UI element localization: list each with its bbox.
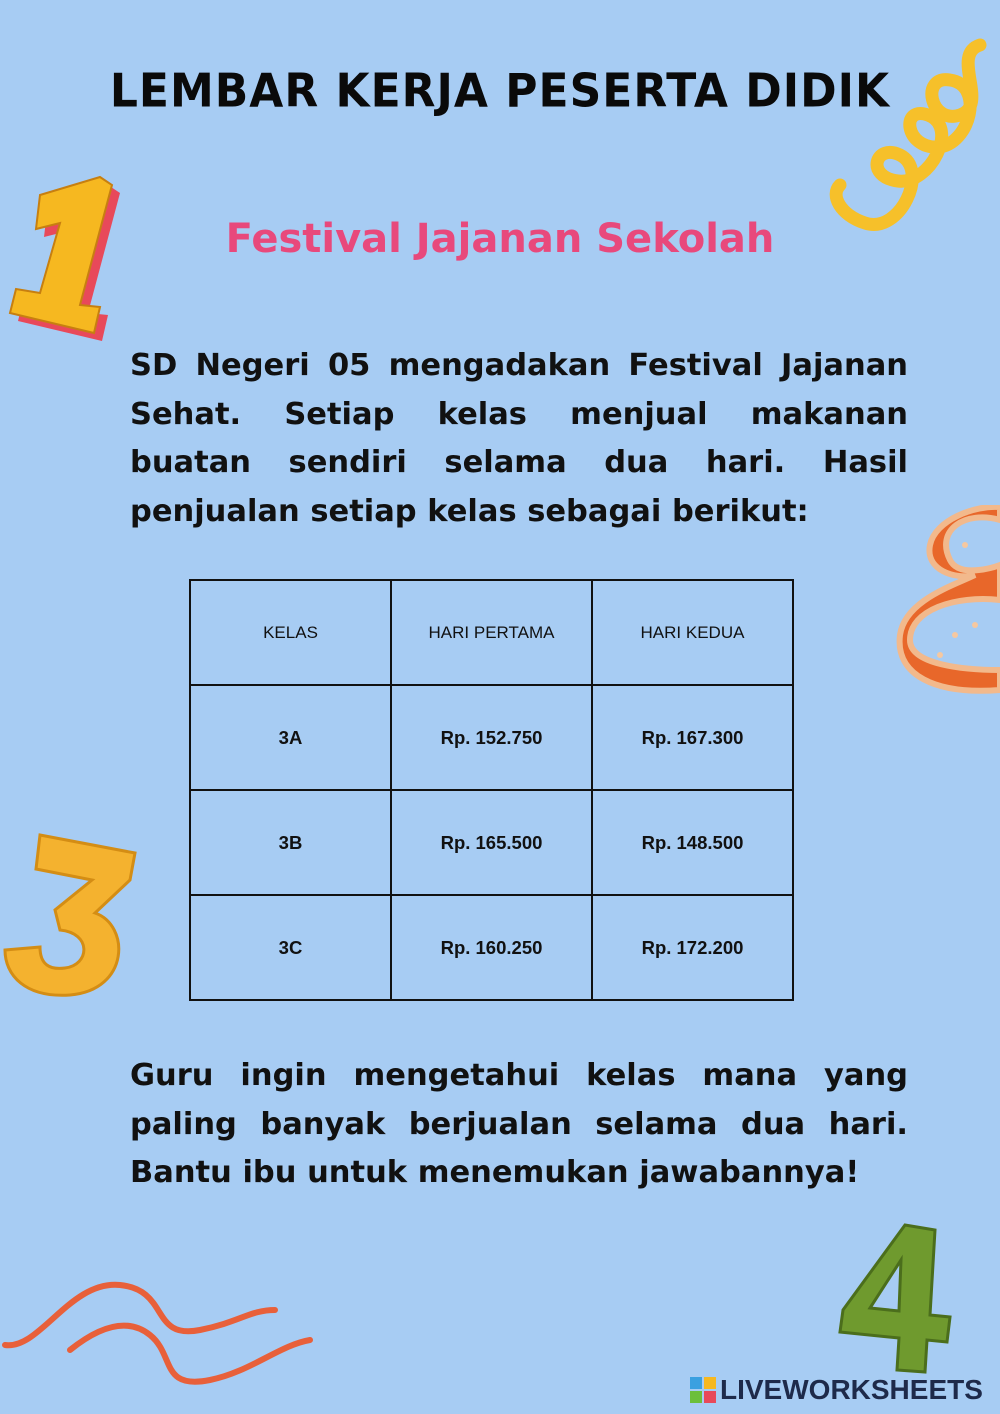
table-cell: Rp. 148.500: [592, 790, 793, 895]
table-cell: 3B: [190, 790, 391, 895]
header-hari-kedua: HARI KEDUA: [592, 580, 793, 685]
number-four-decoration: [835, 1220, 955, 1375]
table-cell: Rp. 152.750: [391, 685, 592, 790]
table-row: [190, 685, 793, 790]
number-two-decoration: [895, 505, 1000, 695]
table-cell: Rp. 160.250: [391, 895, 592, 1000]
table-header-row: [190, 580, 793, 685]
table-cell: 3C: [190, 895, 391, 1000]
liveworksheets-logo-icon: [690, 1377, 716, 1403]
table-cell: Rp. 167.300: [592, 685, 793, 790]
table-cell: Rp. 165.500: [391, 790, 592, 895]
table-row: [190, 895, 793, 1000]
question-paragraph: Guru ingin mengetahui kelas mana yang paling banyak berjualan selama dua hari. Bantu ibu untuk menemukan jawabannya!: [130, 1058, 908, 1190]
orange-wave-decoration: [0, 1270, 320, 1400]
logo-text: LIVEWORKSHEETS: [720, 1374, 983, 1405]
number-three-decoration: [0, 825, 150, 1005]
worksheet-title: LEMBAR KERJA PESERTA DIDIK: [109, 64, 891, 119]
header-kelas: KELAS: [190, 580, 391, 685]
worksheet-subtitle: Festival Jajanan Sekolah: [225, 216, 775, 262]
table-cell: 3A: [190, 685, 391, 790]
table-cell: Rp. 172.200: [592, 895, 793, 1000]
header-hari-pertama: HARI PERTAMA: [391, 580, 592, 685]
table-row: [190, 790, 793, 895]
sales-table: [189, 579, 794, 1001]
intro-paragraph: SD Negeri 05 mengadakan Festival Jajanan Sehat. Setiap kelas menjual makanan buatan sendiri selama dua hari. Hasil penjualan setiap kelas sebagai berikut:: [130, 348, 908, 529]
liveworksheets-logo[interactable]: [690, 1372, 983, 1408]
